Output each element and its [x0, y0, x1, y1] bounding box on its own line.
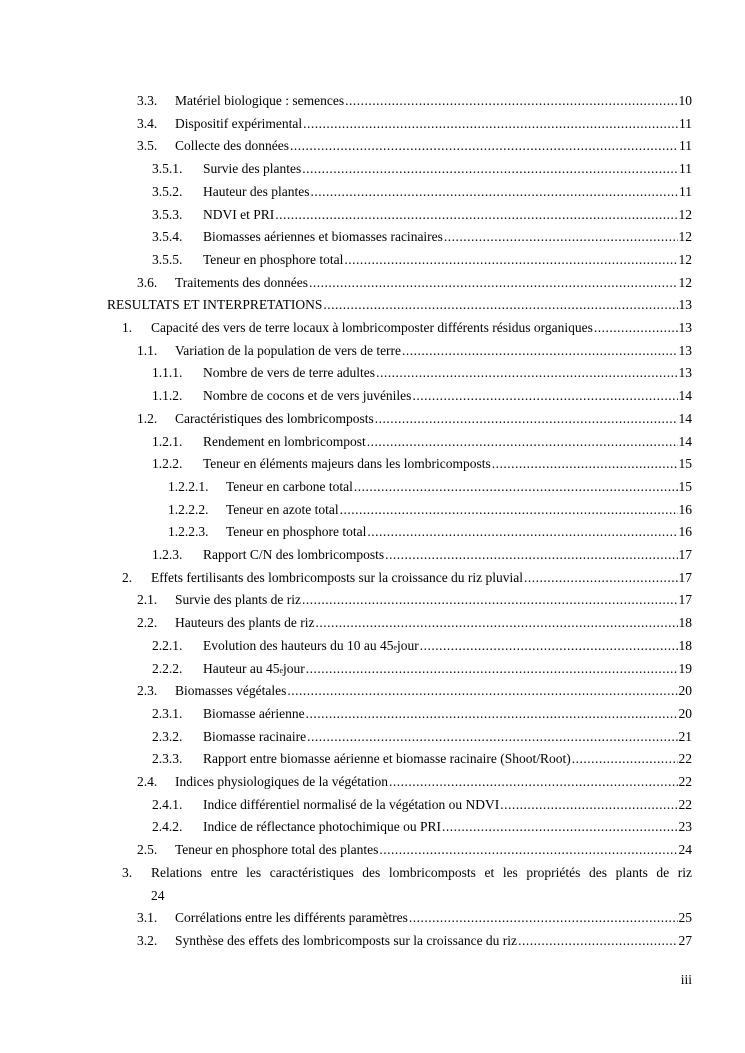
- toc-entry-page: 12: [678, 229, 692, 245]
- toc-entry-title: Effets fertilisants des lombricomposts sur la croissance du riz pluvial: [151, 569, 524, 585]
- toc-entry-title: Teneur en phosphore total des plantes: [175, 842, 379, 858]
- toc-entry-page: 16: [678, 501, 692, 517]
- toc-entry-title: Synthèse des effets des lombricomposts sur la croissance du riz: [175, 932, 518, 948]
- toc-leader-dots: [572, 748, 678, 770]
- toc-entry-title: Survie des plantes: [203, 161, 302, 177]
- toc-leader-dots: [376, 362, 677, 384]
- toc-entry-title: Evolution des hauteurs du 10 au 45: [203, 637, 394, 653]
- toc-entry[interactable]: [152, 703, 692, 725]
- toc-entry-title: Teneur en phosphore total: [226, 524, 367, 540]
- toc-entry-page: 13: [678, 365, 692, 381]
- toc-entry-number: 2.3.2.: [152, 728, 183, 744]
- toc-entry-title: Capacité des vers de terre locaux à lombricomposter différents résidus organiques: [151, 320, 593, 335]
- toc-leader-dots: [367, 431, 678, 453]
- toc-entry[interactable]: [137, 340, 692, 362]
- toc-entry[interactable]: [152, 249, 692, 271]
- toc-entry[interactable]: [152, 544, 692, 566]
- toc-entry[interactable]: [122, 317, 692, 339]
- toc-entry-title: Rendement en lombricompost: [203, 433, 366, 449]
- toc-entry-title: Rapport C/N des lombricomposts: [203, 547, 385, 562]
- toc-entry-number: 1.2.: [137, 410, 158, 426]
- toc-entry[interactable]: [152, 816, 692, 838]
- toc-entry-page: 24: [151, 887, 165, 903]
- toc-entry-number: 2.3.: [137, 683, 158, 699]
- toc-entry-page: 22: [678, 774, 692, 789]
- toc-entry-title: Biomasse racinaire: [203, 728, 307, 744]
- toc-entry-number: 2.: [122, 569, 133, 585]
- toc-entry-number: 2.2.: [137, 615, 158, 631]
- toc-entry-title: Matériel biologique : semences: [175, 93, 345, 108]
- toc-entry-number: 3.5.1.: [152, 161, 183, 177]
- toc-entry[interactable]: 2.2.1. Evolution des hauteurs du 10 au 45 e jour ..... 18: [152, 635, 692, 657]
- toc-entry-page: 14: [678, 410, 692, 426]
- toc-entry-title: Traitements des données: [175, 274, 308, 290]
- toc-entry-number: 1.2.1.: [152, 433, 183, 449]
- toc-entry-page: 14: [678, 433, 692, 449]
- toc-entry-title: Nombre de cocons et de vers juvéniles: [203, 388, 412, 404]
- toc-leader-dots: [375, 408, 678, 430]
- toc-entry-number: 1.2.3.: [152, 547, 183, 562]
- toc-entry-title: NDVI et PRI: [203, 206, 275, 222]
- toc-entry-page: 17: [678, 569, 692, 585]
- toc-entry-page: 10: [678, 93, 692, 108]
- toc-entry[interactable]: [168, 521, 692, 543]
- toc-entry-title: Teneur en azote total: [226, 501, 339, 517]
- toc-entry-title: Biomasses aériennes et biomasses racinaires: [203, 229, 443, 245]
- toc-entry[interactable]: [137, 589, 692, 611]
- toc-entry[interactable]: [137, 839, 692, 861]
- toc-entry-number: 1.1.2.: [152, 388, 183, 404]
- toc-leader-dots: [290, 135, 678, 157]
- toc-entry-title: Corrélations entre les différents paramètres: [175, 910, 408, 926]
- toc-entry-number: 2.4.2.: [152, 819, 183, 835]
- toc-entry-title: Variation de la population de vers de terre: [175, 342, 402, 358]
- toc-entry-title: Indices physiologiques de la végétation: [175, 774, 388, 789]
- toc-entry-title-suffix: jour: [283, 660, 305, 676]
- toc-entry[interactable]: [137, 90, 692, 112]
- toc-leader-dots: [367, 521, 677, 543]
- toc-entry-title: Collecte des données: [175, 138, 289, 154]
- toc-entry[interactable]: [152, 385, 692, 407]
- toc-entry-number: 3.5.2.: [152, 183, 183, 199]
- toc-entry-page: 15: [678, 478, 692, 494]
- toc-entry-title: Dispositif expérimental: [175, 115, 303, 131]
- toc-entry[interactable]: [137, 272, 692, 294]
- toc-entry-title: Relations entre les caractéristiques des lombricomposts et les propriétés des plants de riz: [151, 864, 692, 880]
- toc-entry-page: 11: [679, 138, 692, 154]
- toc-leader-dots: [409, 907, 678, 929]
- toc-leader-dots: [524, 567, 677, 589]
- toc-entry-title: Hauteurs des plants de riz: [175, 615, 315, 631]
- toc-leader-dots: [306, 703, 678, 725]
- toc-entry-page: 11: [679, 161, 692, 177]
- toc-leader-dots: [385, 544, 677, 566]
- toc-entry-number: 3.4.: [137, 115, 158, 131]
- toc-entry-number: 1.: [122, 320, 133, 335]
- toc-entry-page: 20: [678, 683, 692, 699]
- toc-entry-number: 2.1.: [137, 592, 158, 608]
- toc-entry-page: 12: [678, 274, 692, 290]
- toc-entry-page: 22: [678, 796, 692, 812]
- toc-leader-dots: [309, 272, 678, 294]
- toc-leader-dots: [306, 658, 678, 680]
- toc-leader-dots: [275, 204, 677, 226]
- toc-entry-page: 16: [678, 524, 692, 540]
- toc-leader-dots: [379, 839, 677, 861]
- toc-leader-dots: [345, 90, 677, 112]
- toc-entry[interactable]: 2.2.2. Hauteur au 45 e jour ..... 19: [152, 658, 692, 680]
- toc-entry-page: 12: [678, 251, 692, 267]
- toc-leader-dots: [594, 317, 678, 339]
- toc-entry-page: 12: [678, 206, 692, 222]
- toc-entry[interactable]: [137, 930, 692, 952]
- toc-entry[interactable]: [168, 476, 692, 498]
- toc-leader-dots: [402, 340, 677, 362]
- toc-entry-title: RESULTATS ET INTERPRETATIONS: [107, 297, 323, 313]
- toc-entry-page: 18: [678, 637, 692, 653]
- toc-entry-number: 2.4.: [137, 774, 158, 789]
- toc-entry-number: 2.2.2.: [152, 660, 183, 676]
- toc-entry-page: 20: [678, 705, 692, 721]
- toc-entry-number: 3.2.: [137, 932, 158, 948]
- toc-entry-page: 17: [678, 592, 692, 608]
- toc-entry-title: Caractéristiques des lombricomposts: [175, 410, 374, 426]
- toc-leader-dots: [302, 589, 678, 611]
- toc-leader-dots: [344, 249, 677, 271]
- toc-leader-dots: [518, 930, 677, 952]
- toc-entry-number: 2.5.: [137, 842, 158, 858]
- toc-entry-page: 24: [678, 842, 692, 858]
- toc-leader-dots: [307, 726, 677, 748]
- toc-entry[interactable]: [137, 408, 692, 430]
- toc-leader-dots: [315, 612, 677, 634]
- toc-leader-dots: [389, 771, 678, 793]
- toc-leader-dots: [492, 453, 678, 475]
- toc-entry-title: Teneur en phosphore total: [203, 251, 344, 267]
- toc-entry-title: Biomasse aérienne: [203, 705, 305, 721]
- toc-entry-title: Indice différentiel normalisé de la végétation ou NDVI: [203, 796, 500, 812]
- toc-entry[interactable]: [152, 204, 692, 226]
- toc-entry[interactable]: [122, 567, 692, 589]
- toc-entry[interactable]: [137, 771, 692, 793]
- toc-entry-number: 3.: [122, 864, 133, 880]
- toc-entry-number: 1.2.2.1.: [168, 478, 209, 494]
- toc-entry-number: 2.3.1.: [152, 705, 183, 721]
- toc-entry-number: 1.1.1.: [152, 365, 183, 381]
- toc-entry-page: 17: [678, 547, 692, 562]
- page-number: iii: [680, 972, 692, 987]
- toc-entry[interactable]: [152, 158, 692, 180]
- toc-entry-title: Teneur en carbone total: [226, 478, 353, 494]
- toc-entry-page: 13: [678, 297, 692, 313]
- toc-entry-title: Hauteur des plantes: [203, 183, 310, 199]
- toc-entry-page: 22: [678, 751, 692, 767]
- toc-entry-number: 1.2.2.3.: [168, 524, 209, 540]
- toc-entry-page: 23: [678, 819, 692, 835]
- toc-entry-number: 2.4.1.: [152, 796, 183, 812]
- toc-leader-dots: [303, 113, 678, 135]
- toc-entry-number: 3.1.: [137, 910, 158, 926]
- toc-entry-title: Nombre de vers de terre adultes: [203, 365, 376, 381]
- toc-leader-dots: [323, 294, 677, 316]
- toc-leader-dots: [310, 181, 678, 203]
- toc-entry-title: Hauteur au 45: [203, 660, 280, 676]
- toc-entry[interactable]: [152, 226, 692, 248]
- toc-entry-number: 3.5.5.: [152, 251, 183, 267]
- toc-entry-number: 2.2.1.: [152, 637, 183, 653]
- toc-leader-dots: [340, 499, 678, 521]
- toc-entry-title: Biomasses végétales: [175, 683, 287, 699]
- toc-entry-page: 11: [679, 115, 692, 131]
- toc-entry-page: 13: [678, 320, 692, 335]
- toc-entry-number: 1.2.2.: [152, 456, 183, 472]
- toc-leader-dots: [500, 794, 677, 816]
- toc-entry[interactable]: [168, 499, 692, 521]
- toc-entry-number: 3.5.: [137, 138, 158, 154]
- toc-entry[interactable]: [107, 294, 692, 316]
- toc-leader-dots: [420, 635, 678, 657]
- toc-entry-page: 25: [678, 910, 692, 926]
- toc-leader-dots: [287, 680, 677, 702]
- toc-entry-number: 3.5.4.: [152, 229, 183, 245]
- toc-entry-number: 3.6.: [137, 274, 158, 290]
- toc-entry[interactable]: [152, 748, 692, 770]
- toc-entry-title: Rapport entre biomasse aérienne et biomasse racinaire (Shoot/Root): [203, 751, 571, 767]
- toc-leader-dots: [302, 158, 678, 180]
- toc-entry-page: 21: [678, 728, 692, 744]
- toc-entry[interactable]: [137, 612, 692, 634]
- toc-leader-dots: [412, 385, 677, 407]
- toc-entry-title: Survie des plants de riz: [175, 592, 301, 608]
- toc-entry[interactable]: [152, 453, 692, 475]
- toc-entry-number: 1.1.: [137, 342, 158, 358]
- toc-leader-dots: [442, 816, 677, 838]
- toc-leader-dots: [444, 226, 678, 248]
- toc-entry-page: 27: [678, 932, 692, 948]
- toc-entry[interactable]: [152, 726, 692, 748]
- toc-entry-page: 14: [678, 388, 692, 404]
- toc-entry-page: 19: [678, 660, 692, 676]
- toc-entry-page: 18: [678, 615, 692, 631]
- toc-entry-title: Teneur en éléments majeurs dans les lombricomposts: [203, 456, 491, 472]
- toc-entry[interactable]: [137, 135, 692, 157]
- toc-leader-dots: [354, 476, 678, 498]
- toc-entry[interactable]: [152, 431, 692, 453]
- toc-entry-page: 13: [678, 342, 692, 358]
- toc-entry[interactable]: [152, 794, 692, 816]
- toc-entry-number: 3.5.3.: [152, 206, 183, 222]
- toc-entry[interactable]: [137, 113, 692, 135]
- toc-entry-page: 11: [679, 183, 692, 199]
- toc-entry[interactable]: [137, 680, 692, 702]
- toc-entry-page: 15: [678, 456, 692, 472]
- toc-entry[interactable]: [122, 862, 692, 884]
- toc-entry-title-suffix: jour: [397, 637, 419, 653]
- toc-entry-number: 3.3.: [137, 93, 158, 108]
- toc-entry-number: 2.3.3.: [152, 751, 183, 767]
- toc-entry[interactable]: [152, 181, 692, 203]
- toc-entry-title: Indice de réflectance photochimique ou PRI: [203, 819, 442, 835]
- toc-entry-number: 1.2.2.2.: [168, 501, 209, 517]
- toc-entry[interactable]: [152, 362, 692, 384]
- toc-entry[interactable]: [137, 907, 692, 929]
